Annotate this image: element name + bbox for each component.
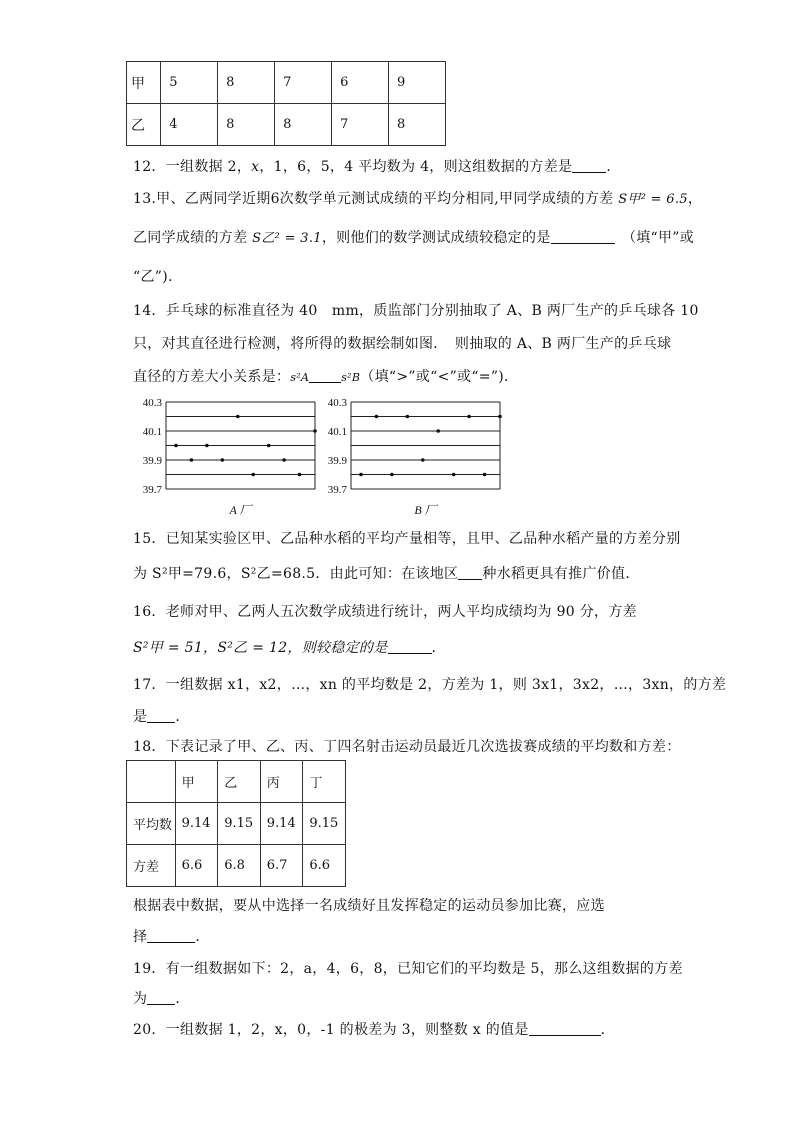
answer-blank[interactable] xyxy=(147,928,195,943)
data-point xyxy=(174,444,178,448)
y-tick-label: 40.1 xyxy=(327,426,347,438)
q14-variance-b: s²B xyxy=(341,371,361,384)
question-13-line-3 xyxy=(133,266,173,286)
q13-formula: S乙² = 3.1 xyxy=(252,231,322,246)
table-cell: 8 xyxy=(389,104,446,146)
data-point xyxy=(298,473,302,477)
q17-text: 是 xyxy=(133,709,148,725)
question-18-line-after-2 xyxy=(133,926,210,946)
q13-end: ， xyxy=(687,191,703,207)
question-16-line-1 xyxy=(133,601,637,621)
data-point xyxy=(190,458,194,462)
question-20 xyxy=(133,1019,615,1039)
q13-text: （填“甲”或 xyxy=(628,230,695,246)
y-tick-label: 39.9 xyxy=(142,455,162,467)
data-point xyxy=(467,415,471,419)
question-14-line-1 xyxy=(133,300,699,320)
chart-title: B 厂 xyxy=(414,503,437,517)
q13-text: “乙”). xyxy=(133,269,173,285)
answer-blank[interactable] xyxy=(458,565,482,580)
score-table-1 xyxy=(126,61,446,146)
q13-text: 13.甲、乙两同学近期6次数学单元测试成绩的平均分相同,甲同学成绩的方差 xyxy=(133,191,614,207)
y-tick-label: 39.7 xyxy=(142,484,162,496)
q15-text: 15．已知某实验区甲、乙品种水稻的平均产量相等，且甲、乙品种水稻产量的方差分别 xyxy=(133,531,681,547)
q19-end: ． xyxy=(175,991,190,1007)
answer-blank[interactable] xyxy=(572,158,606,173)
q20-end: ． xyxy=(600,1022,615,1038)
data-point xyxy=(421,458,425,462)
table-cell: 6.6 xyxy=(175,845,218,887)
question-13-line-2 xyxy=(133,227,694,247)
y-tick-label: 39.7 xyxy=(327,484,347,496)
q19-text: 19．有一组数据如下：2，a，4，6，8，已知它们的平均数是 5，那么这组数据的方差 xyxy=(133,961,683,977)
question-12 xyxy=(133,156,621,176)
data-point xyxy=(375,415,379,419)
question-13-line-1 xyxy=(133,188,702,208)
table-cell: 4 xyxy=(161,104,218,146)
table-cell: 9 xyxy=(389,62,446,104)
table-header: 乙 xyxy=(218,761,261,803)
q14-text: 14．乒乓球的标准直径为 40 mm，质监部门分别抽取了 A、B 两厂生产的乒乓球各 10 xyxy=(133,303,699,319)
question-19-line-1 xyxy=(133,958,683,978)
data-point xyxy=(236,415,240,419)
row-name: 乙 xyxy=(127,104,161,146)
question-17-line-2 xyxy=(133,706,190,726)
table-row xyxy=(127,803,346,845)
table-cell: 9.14 xyxy=(175,803,218,845)
data-point xyxy=(205,444,209,448)
table-row xyxy=(127,845,346,887)
q15-text: 为 S²甲=79.6，S²乙=68.5．由此可知：在该地区 xyxy=(133,566,459,582)
data-point xyxy=(221,458,225,462)
data-point xyxy=(359,473,363,477)
answer-blank[interactable] xyxy=(551,229,615,244)
data-point xyxy=(452,473,456,477)
chart-factory-b xyxy=(318,392,508,522)
table-row xyxy=(127,104,446,146)
table-header: 甲 xyxy=(175,761,218,803)
y-tick-label: 40.1 xyxy=(142,426,162,438)
table-header-row xyxy=(127,761,346,803)
q18-text: 18．下表记录了甲、乙、丙、丁四名射击运动员最近几次选拔赛成绩的平均数和方差： xyxy=(133,739,681,755)
data-point xyxy=(483,473,487,477)
q12-variable: x xyxy=(251,159,260,175)
table-cell: 9.15 xyxy=(218,803,261,845)
table-cell: 8 xyxy=(218,62,275,104)
table-cell: 8 xyxy=(275,104,332,146)
q18-text: 择 xyxy=(133,929,148,945)
q12-text: 12．一组数据 2， xyxy=(133,159,252,175)
table-row xyxy=(127,62,446,104)
answer-blank[interactable] xyxy=(529,1021,601,1036)
q18-end: ． xyxy=(195,929,210,945)
q16-text: 16．老师对甲、乙两人五次数学成绩进行统计，两人平均成绩均为 90 分，方差 xyxy=(133,604,637,620)
q20-text: 20．一组数据 1，2，x，0，-1 的极差为 3，则整数 x 的值是 xyxy=(133,1022,529,1038)
q15-text: 种水稻更具有推广价值． xyxy=(482,566,640,582)
row-name: 甲 xyxy=(127,62,161,104)
data-point xyxy=(313,429,317,433)
q12-end: ． xyxy=(606,159,621,175)
q14-text: 直径的方差大小关系是： xyxy=(133,369,291,385)
table-cell: 8 xyxy=(218,104,275,146)
q12-text: ，1，6，5，4 平均数为 4，则这组数据的方差是 xyxy=(259,159,573,175)
chart-title: A 厂 xyxy=(229,503,252,517)
data-point xyxy=(390,473,394,477)
q18-text: 根据表中数据，要从中选择一名成绩好且发挥稳定的运动员参加比赛，应选 xyxy=(133,898,605,914)
table-cell: 7 xyxy=(275,62,332,104)
table-cell xyxy=(127,761,176,803)
q13-text: 乙同学成绩的方差 xyxy=(133,230,248,246)
table-cell: 9.15 xyxy=(303,803,346,845)
athlete-table xyxy=(126,760,346,887)
question-15-line-1 xyxy=(133,528,681,548)
table-cell: 6 xyxy=(332,62,389,104)
table-cell: 6.7 xyxy=(260,845,303,887)
data-point xyxy=(267,444,271,448)
q14-text: （填“>”或“<”或“=”)． xyxy=(360,369,519,385)
q16-end: ． xyxy=(431,640,446,656)
y-tick-label: 40.3 xyxy=(142,397,162,409)
chart-factory-a xyxy=(128,392,323,522)
q16-text: S²甲 = 51，S²乙 = 12，则较稳定的是 xyxy=(133,640,388,656)
table-header: 丙 xyxy=(260,761,303,803)
data-point xyxy=(251,473,255,477)
question-16-line-2 xyxy=(133,637,446,657)
q13-formula: S甲² = 6.5 xyxy=(618,192,688,207)
question-18-intro xyxy=(133,736,681,756)
table-cell: 平均数 xyxy=(127,803,176,845)
table-cell: 9.14 xyxy=(260,803,303,845)
answer-blank[interactable] xyxy=(309,368,341,383)
data-point xyxy=(406,415,410,419)
q13-text: ，则他们的数学测试成绩较稳定的是 xyxy=(321,230,551,246)
question-19-line-2 xyxy=(133,988,190,1008)
table-header: 丁 xyxy=(303,761,346,803)
answer-blank[interactable] xyxy=(147,990,175,1005)
table-cell: 7 xyxy=(332,104,389,146)
y-tick-label: 39.9 xyxy=(327,455,347,467)
question-18-line-after-1 xyxy=(133,895,605,915)
q19-text: 为 xyxy=(133,991,148,1007)
q14-variance-a: s²A xyxy=(290,371,310,384)
q14-text: 只，对其直径进行检测，将所得的数据绘制如图． 则抽取的 A、B 两厂生产的乒乓球 xyxy=(133,336,672,352)
data-point xyxy=(498,415,502,419)
table-cell: 6.8 xyxy=(218,845,261,887)
y-tick-label: 40.3 xyxy=(327,397,347,409)
question-17-line-1 xyxy=(133,674,726,694)
answer-blank[interactable] xyxy=(147,708,175,723)
q17-text: 17．一组数据 x1，x2，…，xn 的平均数是 2，方差为 1，则 3x1，3x2，…，3xn，的方差 xyxy=(133,677,727,693)
q17-end: ． xyxy=(175,709,190,725)
question-15-line-2 xyxy=(133,563,640,583)
question-14-line-3 xyxy=(133,366,518,386)
data-point xyxy=(282,458,286,462)
question-14-line-2 xyxy=(133,333,671,353)
answer-blank[interactable] xyxy=(388,639,432,654)
table-cell: 方差 xyxy=(127,845,176,887)
table-cell: 6.6 xyxy=(303,845,346,887)
table-cell: 5 xyxy=(161,62,218,104)
data-point xyxy=(436,429,440,433)
